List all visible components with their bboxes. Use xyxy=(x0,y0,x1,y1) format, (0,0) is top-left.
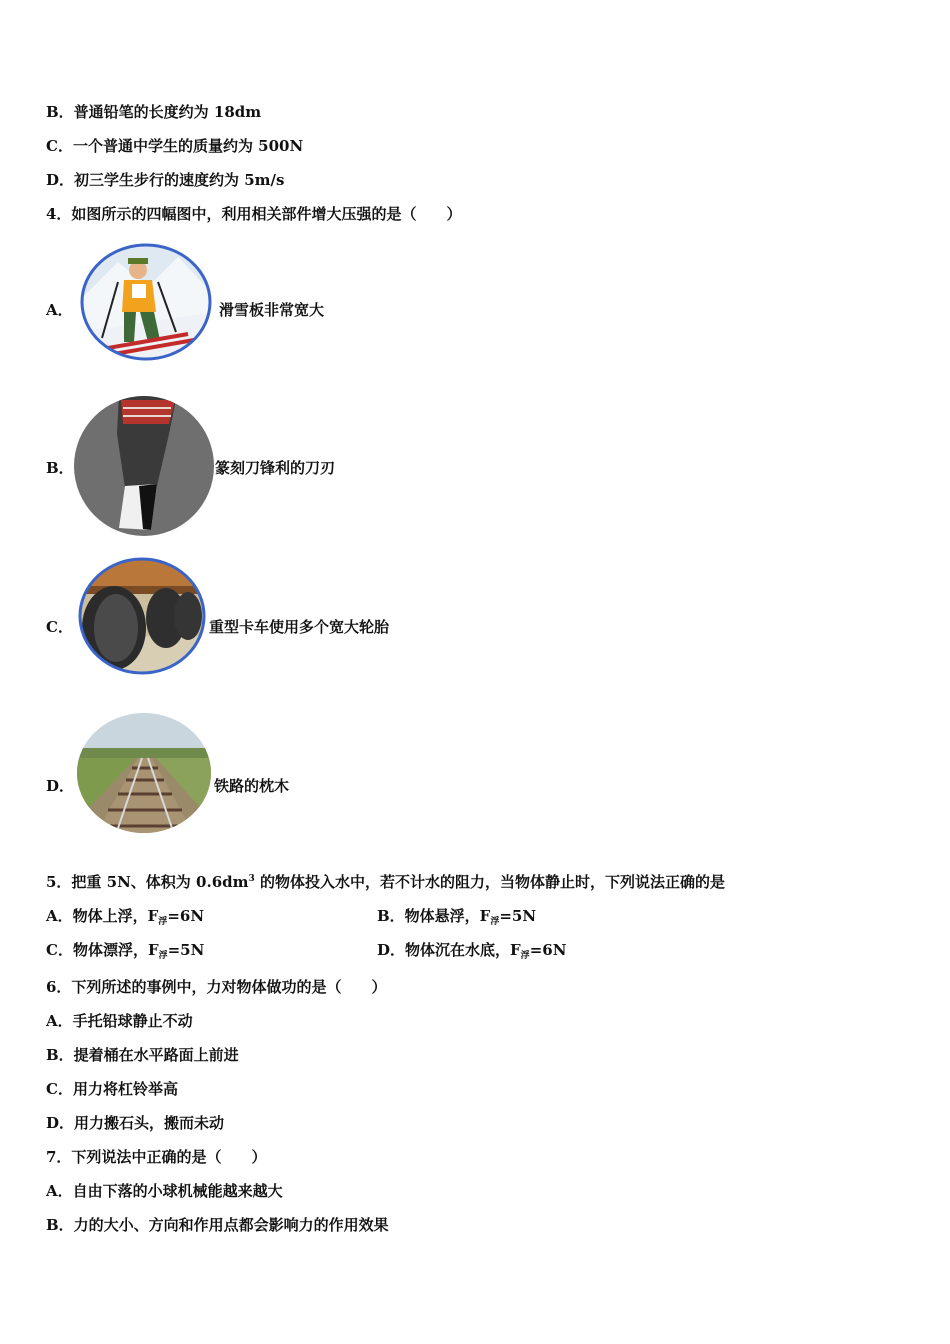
q7-option-b: B．力的大小、方向和作用点都会影响力的作用效果 xyxy=(46,1216,389,1234)
railway-icon xyxy=(76,712,213,834)
q4-option-a-caption: 滑雪板非常宽大 xyxy=(219,301,325,319)
q6-option-c: C．用力将杠铃举高 xyxy=(46,1080,178,1098)
q4-option-b-caption: 篆刻刀锋利的刀刃 xyxy=(215,459,336,477)
q4-option-a-letter: A． xyxy=(46,301,73,319)
q7-option-a: A．自由下落的小球机械能越来越大 xyxy=(46,1182,283,1200)
q3-option-d: D．初三学生步行的速度约为 5m/s xyxy=(46,171,285,189)
skier-icon xyxy=(78,242,216,364)
q4-option-c-caption: 重型卡车使用多个宽大轮胎 xyxy=(209,618,390,636)
q7-stem: 7．下列说法中正确的是（ ） xyxy=(46,1148,267,1166)
q6-option-a: A．手托铅球静止不动 xyxy=(46,1012,193,1030)
truck-tires-icon xyxy=(76,556,208,678)
carving-knife-icon xyxy=(73,394,215,538)
q4-option-d-letter: D． xyxy=(46,777,75,795)
q4-option-d-caption: 铁路的枕木 xyxy=(214,777,290,795)
q4-option-b-letter: B． xyxy=(46,459,74,477)
q6-option-d: D．用力搬石头，搬而未动 xyxy=(46,1114,225,1132)
q6-stem: 6．下列所述的事例中，力对物体做功的是（ ） xyxy=(46,978,387,996)
q5-option-c: C．物体漂浮，$F_浮=5N$ xyxy=(46,941,205,961)
q4-option-c-letter: C． xyxy=(46,618,73,636)
q3-option-c: C．一个普通中学生的质量约为 500N xyxy=(46,137,304,155)
q5-stem: 5．把重 5N、体积为 $0.6dm^3$ 的物体投入水中，若不计水的阻力，当物体静止时，下列说法正确的是 xyxy=(46,873,725,891)
q5-option-b: B．物体悬浮，$F_浮=5N$ xyxy=(377,907,537,927)
q6-option-b: B．提着桶在水平路面上前进 xyxy=(46,1046,239,1064)
q3-option-b: B．普通铅笔的长度约为 18dm xyxy=(46,103,262,121)
q4-stem: 4．如图所示的四幅图中，利用相关部件增大压强的是（ ） xyxy=(46,205,462,223)
q5-option-d: D．物体沉在水底，$F_浮=6N$ xyxy=(377,941,567,961)
q5-option-a: A．物体上浮，$F_浮=6N$ xyxy=(46,907,205,927)
